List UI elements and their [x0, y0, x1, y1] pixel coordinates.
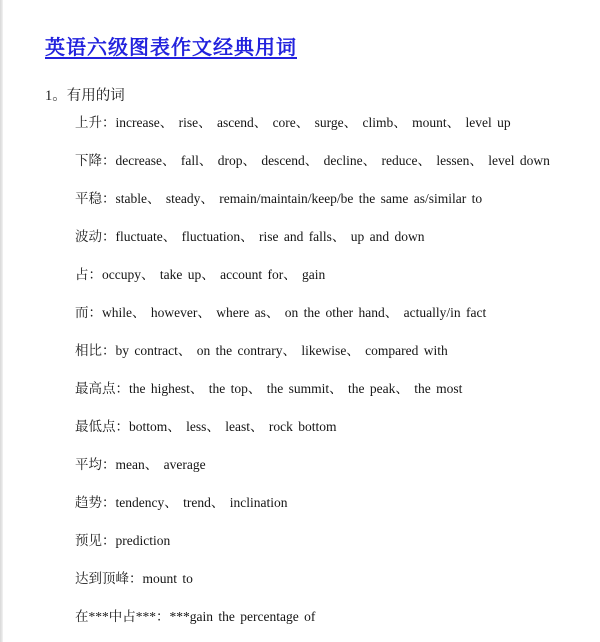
vocab-row	[75, 522, 600, 560]
term-label: 达到顶峰：	[75, 571, 143, 586]
vocab-row	[75, 180, 600, 218]
word-list: the highest、 the top、 the summit、 the peak、 the most	[129, 381, 463, 396]
vocab-row	[75, 408, 600, 446]
vocab-row	[75, 598, 600, 636]
term-label: 上升：	[75, 115, 116, 130]
word-list: tendency、 trend、 inclination	[115, 495, 288, 510]
vocab-row	[75, 294, 600, 332]
word-list: mount to	[142, 571, 193, 586]
vocab-row	[75, 484, 600, 522]
vocab-list	[75, 104, 600, 636]
term-label: 占：	[75, 267, 102, 282]
term-label: 下降：	[75, 153, 116, 168]
vocab-row	[75, 256, 600, 294]
word-list: decrease、 fall、 drop、 descend、 decline、 reduce、 lessen、 level down	[115, 153, 550, 168]
vocab-row	[75, 218, 600, 256]
word-list: mean、 average	[115, 457, 206, 472]
term-label: 趋势：	[75, 495, 116, 510]
term-label: 最低点：	[75, 419, 129, 434]
vocab-row	[75, 332, 600, 370]
vocab-row	[75, 104, 600, 142]
page-edge-shadow	[0, 0, 3, 642]
section-heading: 1。有用的词	[45, 88, 125, 104]
word-list: prediction	[115, 533, 171, 548]
term-label: 波动：	[75, 229, 116, 244]
vocab-row	[75, 560, 600, 598]
document-title-link[interactable]: 英语六级图表作文经典用词	[45, 37, 297, 59]
word-list: occupy、 take up、 account for、 gain	[102, 267, 326, 282]
term-label: 预见：	[75, 533, 116, 548]
term-label: 在***中占***：	[75, 609, 170, 624]
word-list: bottom、 less、 least、 rock bottom	[129, 419, 337, 434]
word-list: by contract、 on the contrary、 likewise、 compared with	[115, 343, 448, 358]
term-label: 最高点：	[75, 381, 129, 396]
word-list: increase、 rise、 ascend、 core、 surge、 climb、 mount、 level up	[115, 115, 511, 130]
word-list: ***gain the percentage of	[169, 609, 316, 624]
word-list: while、 however、 where as、 on the other hand、 actually/in fact	[102, 305, 487, 320]
vocab-row	[75, 142, 600, 180]
term-label: 平稳：	[75, 191, 116, 206]
term-label: 相比：	[75, 343, 116, 358]
term-label: 平均：	[75, 457, 116, 472]
vocab-row	[75, 446, 600, 484]
word-list: fluctuate、 fluctuation、 rise and falls、 up and down	[115, 229, 425, 244]
term-label: 而：	[75, 305, 102, 320]
word-list: stable、 steady、 remain/maintain/keep/be the same as/similar to	[115, 191, 483, 206]
vocab-row	[75, 370, 600, 408]
